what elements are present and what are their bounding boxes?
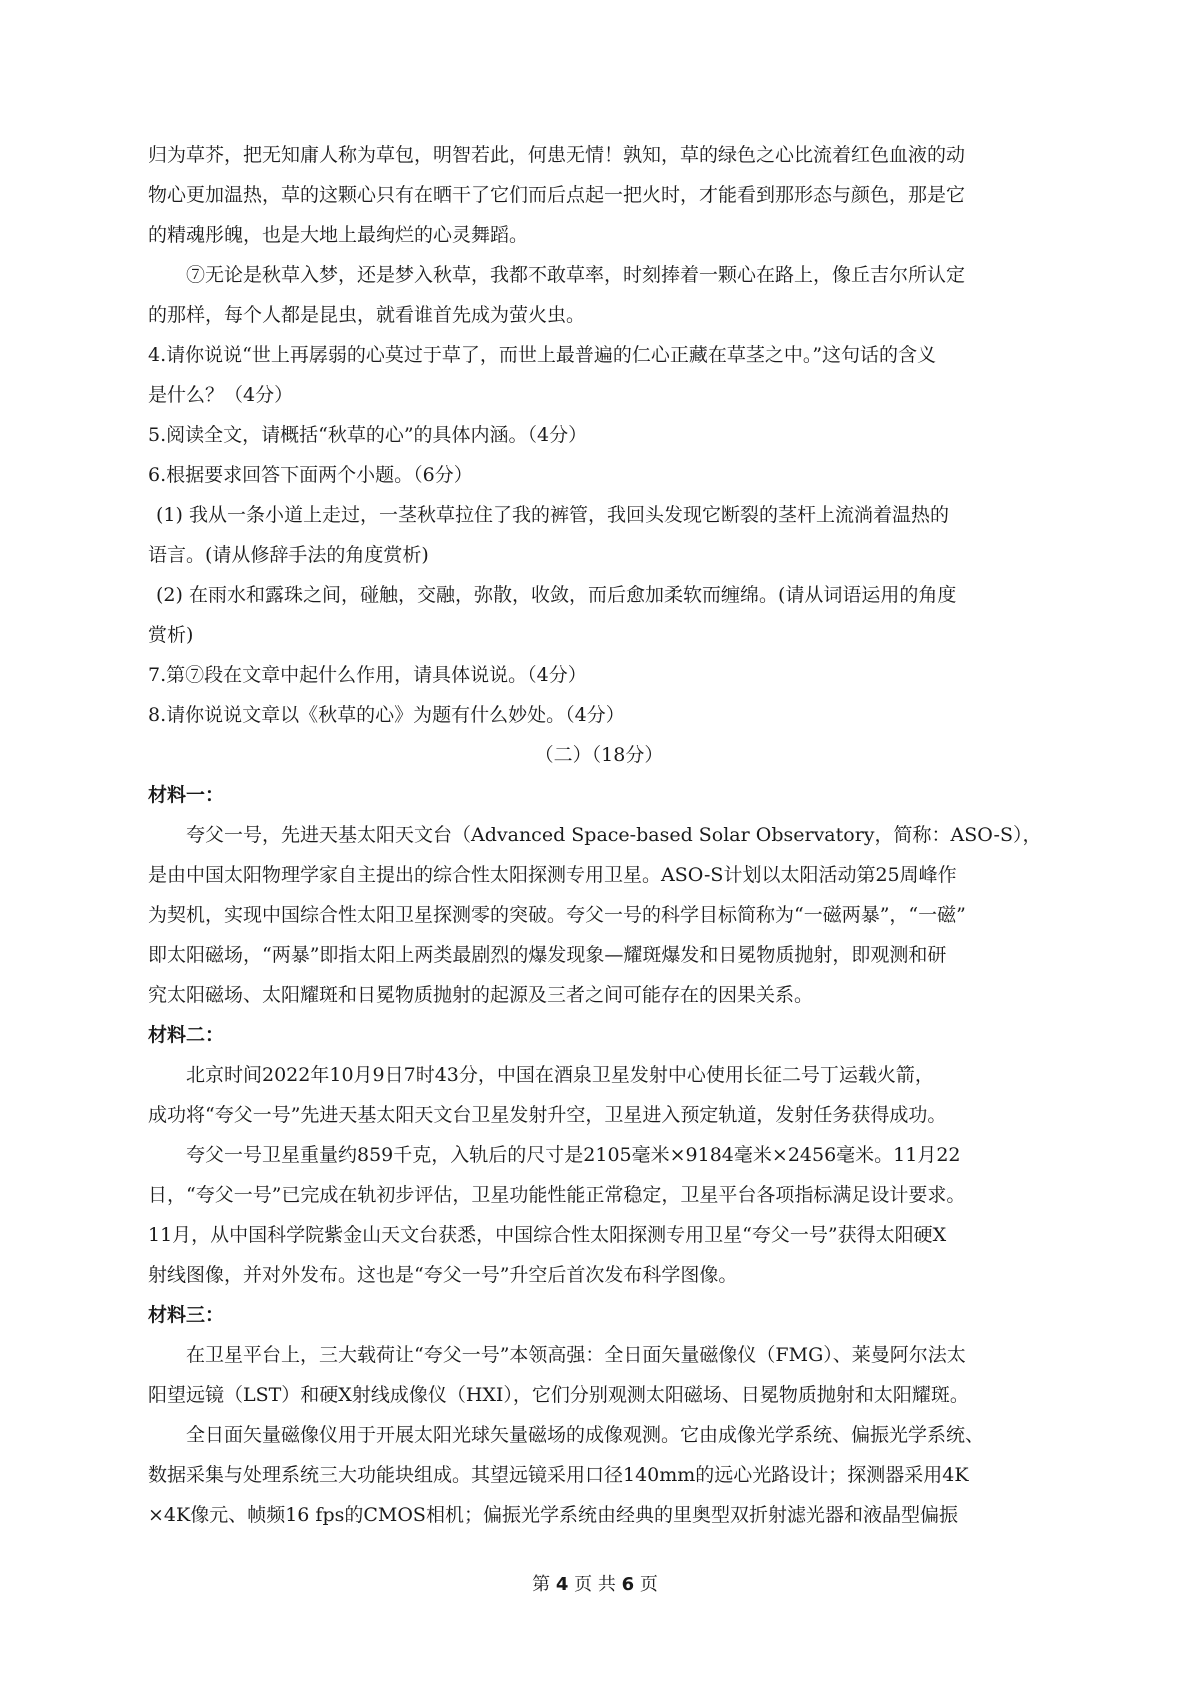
material-1-heading: 材料一： xyxy=(148,784,225,806)
question-6-2-line-2: 赏析) xyxy=(148,624,194,646)
footer-total-pages: 6 xyxy=(621,1574,635,1595)
question-6-1-line-1: (1) 我从一条小道上走过，一茎秋草拉住了我的裤管，我回头发现它断裂的茎杆上流淌着温热的 xyxy=(156,504,949,526)
essay-paragraph-6-line-2: 物心更加温热，草的这颗心只有在晒干了它们而后点起一把火时，才能看到那形态与颜色，那是它 xyxy=(148,184,966,206)
question-4-line-1: 4.请你说说“世上再孱弱的心莫过于草了，而世上最普遍的仁心正藏在草茎之中。”这句话的含义 xyxy=(148,344,937,366)
material-1-line-2: 是由中国太阳物理学家自主提出的综合性太阳探测专用卫星。ASO-S计划以太阳活动第25周峰作 xyxy=(148,864,957,886)
material-3-para-2-line-1: 全日面矢量磁像仪用于开展太阳光球矢量磁场的成像观测。它由成像光学系统、偏振光学系统、 xyxy=(186,1424,985,1446)
footer-mid: 页 共 xyxy=(574,1574,616,1595)
question-6: 6.根据要求回答下面两个小题。（6分） xyxy=(148,464,473,486)
material-1-line-3: 为契机，实现中国综合性太阳卫星探测零的突破。夸父一号的科学目标简称为“一磁两暴”，“一磁” xyxy=(148,904,966,926)
material-2-para-2-line-3: 11月，从中国科学院紫金山天文台获悉，中国综合性太阳探测专用卫星“夸父一号”获得太阳硬X xyxy=(148,1224,947,1246)
material-2-para-1-line-2: 成功将“夸父一号”先进天基太阳天文台卫星发射升空，卫星进入预定轨道，发射任务获得成功。 xyxy=(148,1104,947,1126)
question-6-1-line-2: 语言。(请从修辞手法的角度赏析) xyxy=(148,544,429,566)
material-1-line-4: 即太阳磁场，“两暴”即指太阳上两类最剧烈的爆发现象—耀斑爆发和日冕物质抛射，即观测和研 xyxy=(148,944,947,966)
material-1-line-5: 究太阳磁场、太阳耀斑和日冕物质抛射的起源及三者之间可能存在的因果关系。 xyxy=(148,984,814,1006)
material-2-para-1-line-1: 北京时间2022年10月9日7时43分，中国在酒泉卫星发射中心使用长征二号丁运载火箭， xyxy=(186,1064,934,1086)
question-5: 5.阅读全文，请概括“秋草的心”的具体内涵。（4分） xyxy=(148,424,588,446)
material-3-para-2-line-2: 数据采集与处理系统三大功能块组成。其望远镜采用口径140mm的远心光路设计；探测器采用4K xyxy=(148,1464,969,1486)
page-footer xyxy=(0,1570,1190,1596)
material-3-para-2-line-3: ×4K像元、帧频16 fps的CMOS相机；偏振光学系统由经典的里奥型双折射滤光器和液晶型偏振 xyxy=(148,1504,958,1526)
question-4-line-2: 是什么？（4分） xyxy=(148,384,294,406)
material-1-line-1: 夸父一号，先进天基太阳天文台（Advanced Space-based Solar Observatory，简称：ASO-S）， xyxy=(186,824,1042,846)
material-2-para-2-line-2: 日，“夸父一号”已完成在轨初步评估，卫星功能性能正常稳定，卫星平台各项指标满足设计要求。 xyxy=(148,1184,966,1206)
material-2-heading: 材料二： xyxy=(148,1024,225,1046)
material-3-para-1-line-2: 阳望远镜（LST）和硬X射线成像仪（HXI），它们分别观测太阳磁场、日冕物质抛射和太阳耀斑。 xyxy=(148,1384,969,1406)
material-2-para-2-line-1: 夸父一号卫星重量约859千克，入轨后的尺寸是2105毫米×9184毫米×2456毫米。11月22 xyxy=(186,1144,961,1166)
question-8: 8.请你说说文章以《秋草的心》为题有什么妙处。（4分） xyxy=(148,704,625,726)
material-2-para-2-line-4: 射线图像，并对外发布。这也是“夸父一号”升空后首次发布科学图像。 xyxy=(148,1264,738,1286)
essay-paragraph-7-line-1: ⑦无论是秋草入梦，还是梦入秋草，我都不敢草率，时刻捧着一颗心在路上，像丘吉尔所认定 xyxy=(186,264,966,286)
essay-paragraph-7-line-2: 的那样，每个人都是昆虫，就看谁首先成为萤火虫。 xyxy=(148,304,586,326)
question-7: 7.第⑦段在文章中起什么作用，请具体说说。（4分） xyxy=(148,664,587,686)
footer-page-number: 4 xyxy=(555,1574,569,1595)
exam-page-body xyxy=(148,135,1050,1535)
material-3-heading: 材料三： xyxy=(148,1304,225,1326)
footer-suffix: 页 xyxy=(639,1574,658,1595)
material-3-para-1-line-1: 在卫星平台上，三大载荷让“夸父一号”本领高强：全日面矢量磁像仪（FMG）、莱曼阿尔法太 xyxy=(186,1344,966,1366)
footer-prefix: 第 xyxy=(532,1574,551,1595)
section-2-title: （二）（18分） xyxy=(534,744,664,766)
essay-paragraph-6-line-1: 归为草芥，把无知庸人称为草包，明智若此，何患无情！孰知，草的绿色之心比流着红色血液的动 xyxy=(148,144,966,166)
essay-paragraph-6-line-3: 的精魂彤魄，也是大地上最绚烂的心灵舞蹈。 xyxy=(148,224,529,246)
question-6-2-line-1: (2) 在雨水和露珠之间，碰触，交融，弥散，收敛，而后愈加柔软而缠绵。(请从词语运用的角度 xyxy=(156,584,957,606)
